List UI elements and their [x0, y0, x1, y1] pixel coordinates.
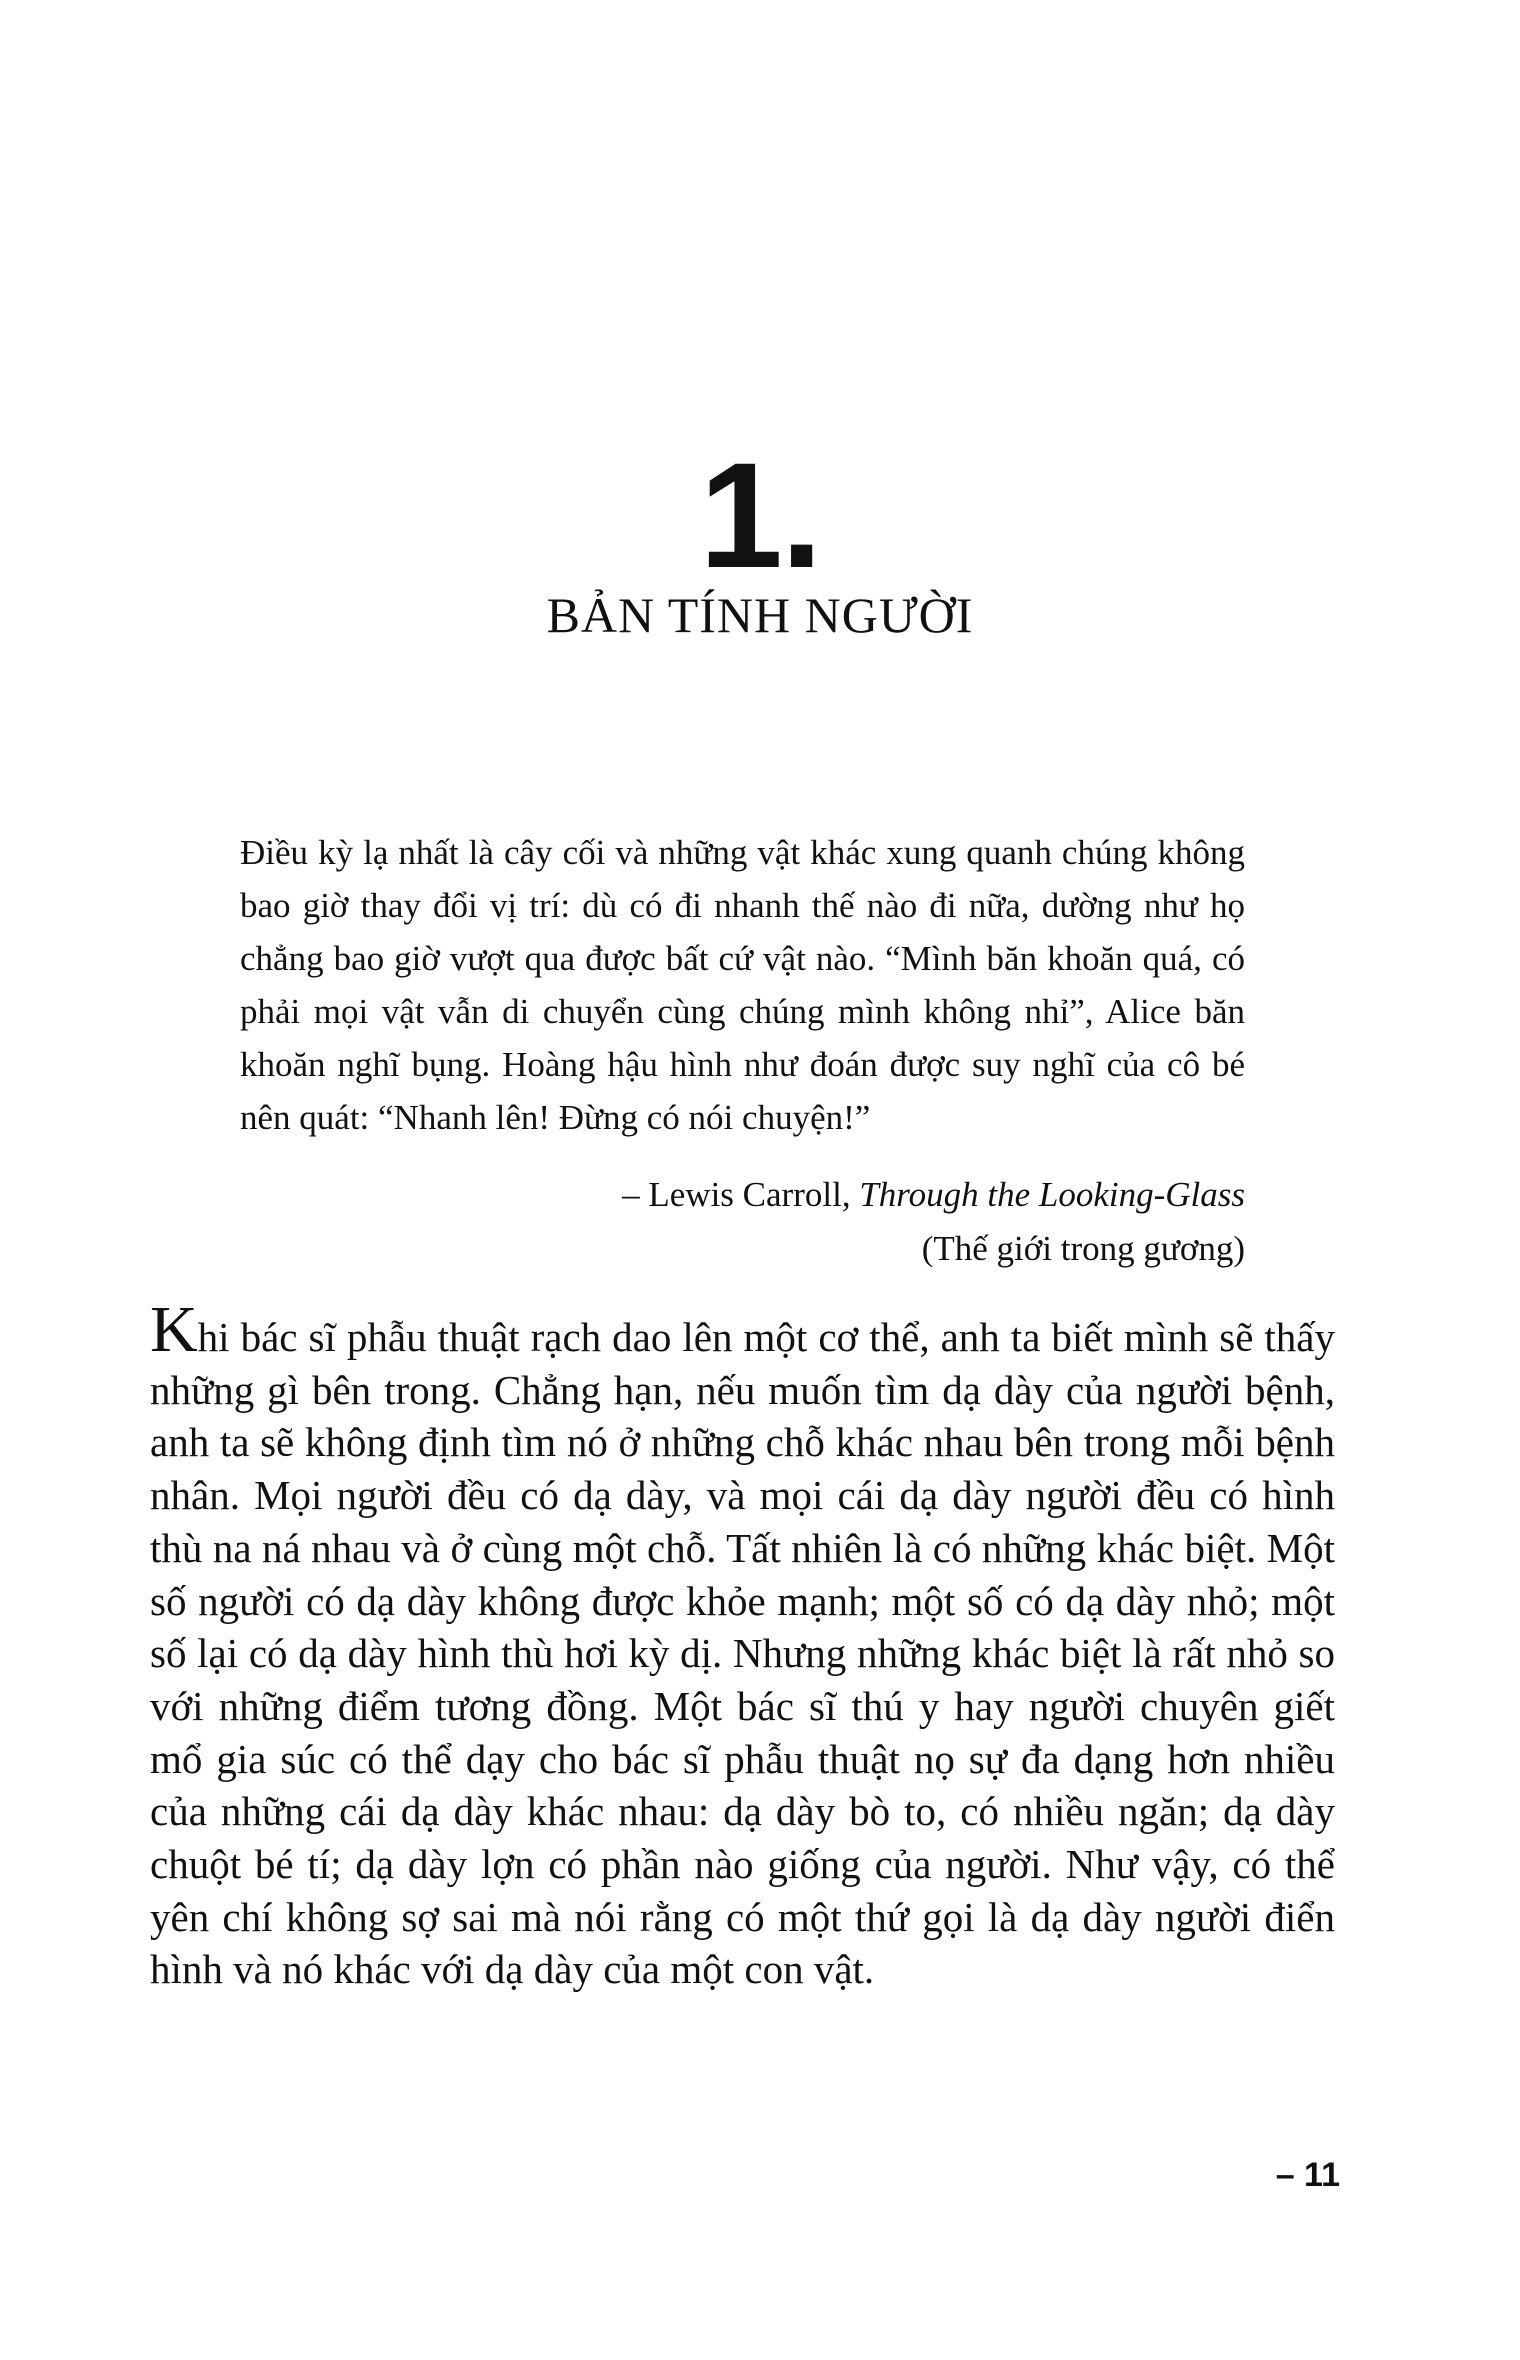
attribution-translation: (Thế giới trong gương) — [921, 1229, 1245, 1268]
epigraph-text: Điều kỳ lạ nhất là cây cối và những vật khác xung quanh chúng không bao giờ thay đổi vị trí: dù có đi nhanh thế nào đi nữa, dường như họ chẳng bao giờ vượt qua được bất cứ vật nào. “Mình băn khoăn quá, có phải mọi vật vẫn di chuyển cùng chúng mình không nhỉ”, Alice băn khoăn nghĩ bụng. Hoàng hậu hình như đoán được suy nghĩ của cô bé nên quát: “Nhanh lên! Đừng có nói chuyện!” — [240, 833, 1245, 1137]
attribution-author-line — [240, 1168, 1245, 1222]
body-text-content: hi bác sĩ phẫu thuật rạch dao lên một cơ thể, anh ta biết mình sẽ thấy những gì bên trong. Chẳng hạn, nếu muốn tìm dạ dày của người bệnh, anh ta sẽ không định tìm nó ở những chỗ khác nhau bên trong mỗi bệnh nhân. Mọi người đều có dạ dày, và mọi cái dạ dày người đều có hình thù na ná nhau và ở cùng một chỗ. Tất nhiên là có những khác biệt. Một số người có dạ dày không được khỏe mạnh; một số có dạ dày nhỏ; một số lại có dạ dày hình thù hơi kỳ dị. Nhưng những khác biệt là rất nhỏ so với những điểm tương đồng. Một bác sĩ thú y hay người chuyên giết mổ gia súc có thể dạy cho bác sĩ phẫu thuật nọ sự đa dạng hơn nhiều của những cái dạ dày khác nhau: dạ dày bò to, có nhiều ngăn; dạ dày chuột bé tí; dạ dày lợn có phần nào giống của người. Như vậy, có thể yên chí không sợ sai mà nói rằng có một thứ gọi là dạ dày người điển hình và nó khác với dạ dày của một con vật. — [150, 1314, 1335, 1993]
body-paragraph — [150, 1293, 1335, 1996]
chapter-title: BẢN TÍNH NGƯỜI — [546, 587, 974, 643]
page-number: – 11 — [1275, 2156, 1340, 2194]
attribution-work-title: Through the Looking-Glass — [859, 1175, 1245, 1214]
epigraph-attribution — [240, 1168, 1245, 1276]
chapter-number: 1. — [699, 431, 821, 599]
body-paragraph-text — [150, 1293, 1335, 1996]
epigraph-quote — [240, 826, 1245, 1144]
drop-cap: K — [150, 1293, 198, 1366]
attribution-author: – Lewis Carroll, — [622, 1175, 860, 1214]
